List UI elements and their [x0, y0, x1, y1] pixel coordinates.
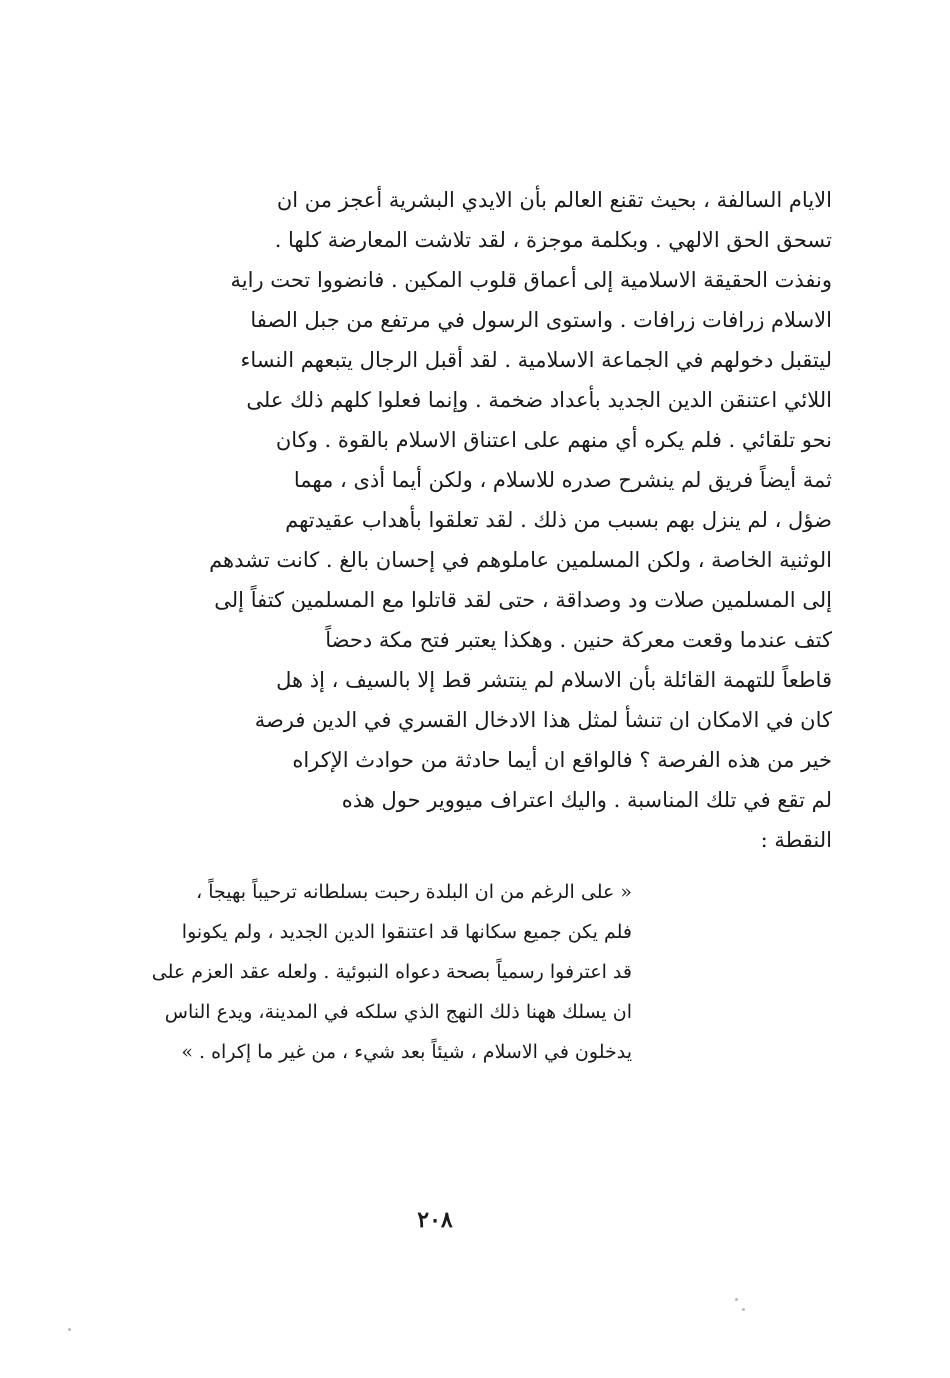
paragraph-line: إلى المسلمين صلات ود وصداقة ، حتى لقد قاتلوا مع المسلمين كتفاً إلى	[214, 588, 832, 612]
paragraph-line: ثمة أيضاً فريق لم ينشرح صدره للاسلام ، ولكن أيما أذى ، مهما	[293, 468, 832, 492]
paragraph-line: كان في الامكان ان تنشأ لمثل هذا الادخال القسري في الدين فرصة	[254, 708, 832, 732]
quote-line: فلم يكن جميع سكانها قد اعتنقوا الدين الجديد ، ولم يكونوا	[181, 921, 632, 943]
paragraph-line: الاسلام زرافات زرافات . واستوى الرسول في مرتفع من جبل الصفا	[250, 308, 832, 332]
paragraph-line: اللائي اعتنقن الدين الجديد بأعداد ضخمة . وإنما فعلوا كلهم ذلك على	[246, 388, 832, 412]
paragraph-line: خير من هذه الفرصة ؟ فالواقع ان أيما حادثة من حوادث الإكراه	[292, 748, 832, 772]
paragraph-line: الايام السالفة ، بحيث تقنع العالم بأن الايدي البشرية أعجز من ان	[276, 188, 832, 212]
block-quote	[108, 872, 632, 1072]
paragraph-line: نحو تلقائي . فلم يكره أي منهم على اعتناق الاسلام بالقوة . وكان	[275, 428, 832, 452]
paragraph-line: ونفذت الحقيقة الاسلامية إلى أعماق قلوب المكين . فانضووا تحت راية	[230, 268, 832, 292]
paragraph-line: الوثنية الخاصة ، ولكن المسلمين عاملوهم في إحسان بالغ . كانت تشدهم	[209, 548, 832, 572]
paragraph-line: لم تقع في تلك المناسبة . واليك اعتراف ميووير حول هذه	[341, 788, 832, 812]
paper-speck	[735, 1298, 738, 1301]
page-number: ٢٠٨	[417, 1207, 453, 1233]
paragraph-line: ضؤل ، لم ينزل بهم بسبب من ذلك . لقد تعلقوا بأهداب عقيدتهم	[285, 508, 832, 532]
paragraph-line: ليتقبل دخولهم في الجماعة الاسلامية . لقد أقبل الرجال يتبعهم النساء	[240, 348, 832, 372]
main-paragraph	[108, 180, 832, 860]
quote-line: يدخلون في الاسلام ، شيئاً بعد شيء ، من غير ما إكراه . »	[181, 1041, 632, 1063]
quote-line: « على الرغم من ان البلدة رحبت بسلطانه ترحيباً بهيجاً ،	[196, 881, 632, 903]
paper-speck	[68, 1328, 71, 1331]
paragraph-line: كتف عندما وقعت معركة حنين . وهكذا يعتبر فتح مكة دحضاً	[325, 628, 832, 652]
paragraph-line: تسحق الحق الالهي . وبكلمة موجزة ، لقد تلاشت المعارضة كلها .	[274, 228, 832, 252]
quote-line: قد اعترفوا رسمياً بصحة دعواه النبوئية . ولعله عقد العزم على	[151, 961, 632, 983]
paper-speck	[742, 1308, 745, 1311]
paragraph-line: النقطة :	[760, 828, 832, 852]
paragraph-line: قاطعاً للتهمة القائلة بأن الاسلام لم ينتشر قط إلا بالسيف ، إذ هل	[276, 668, 832, 692]
quote-line: ان يسلك ههنا ذلك النهج الذي سلكه في المدينة، ويدع الناس	[164, 1001, 632, 1023]
